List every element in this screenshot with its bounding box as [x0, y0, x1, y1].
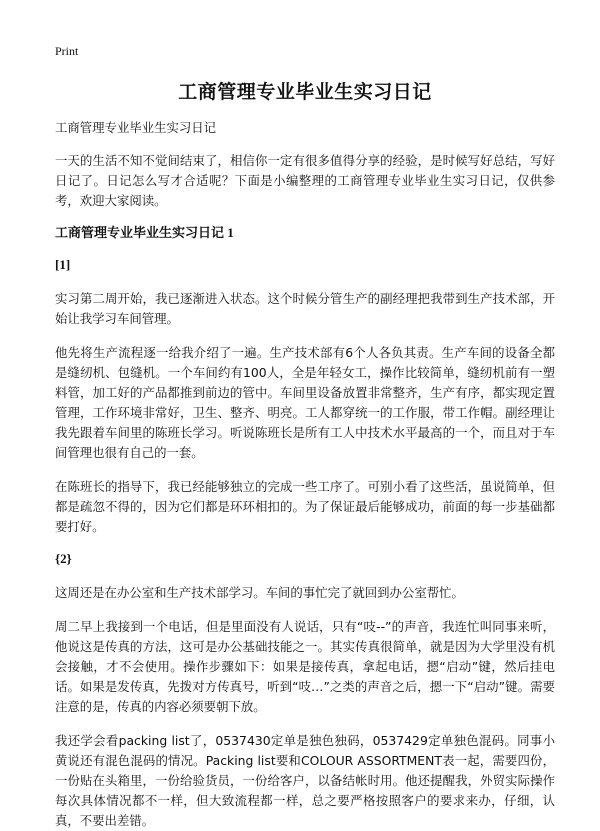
paragraph-2: 他先将生产流程逐一给我介绍了一遍。生产技术部有6个人各负其责。生产车间的设备全都是缝纫机、包缝机。一个车间约有100人，全是年轻女工，操作比较简单，缝纫机前有一塑料管，加工好的产品都推到前边的管中。车间里设备放置非常整齐，生产有序，都实现定置管理，工作环境非常好，卫生、整齐、明亮。工人都穿统一的工作服，带工作帽。副经理让我先跟着车间里的陈班长学习。听说陈班长是所有工人中技术水平最高的一个，而且对于车间管理也很有自己的一套。 — [55, 345, 555, 460]
entry-marker-1: [1] — [55, 257, 71, 272]
paragraph-5: 周二早上我接到一个电话，但是里面没有人说话，只有“吱--”的声音，我连忙叫同事来听，他说这是传真的方法，这可是办公基础技能之一。其实传真很简单，就是因为大学里没有机会接触，才不会使用。操作步骤如下：如果是接传真，拿起电话，摁“启动”键，然后挂电话。如果是发传真，先拨对方传真号，听到“吱…”之类的声音之后，摁一下“启动”键。需要注意的是，传真的内容必须要朝下放。 — [55, 619, 555, 714]
document-title: 工商管理专业毕业生实习日记 — [178, 81, 432, 103]
document-subtitle: 工商管理专业毕业生实习日记 — [55, 120, 217, 135]
section-heading: 工商管理专业毕业生实习日记 1 — [55, 225, 234, 240]
paragraph-1: 实习第二周开始，我已逐渐进入状态。这个时候分管生产的副经理把我带到生产技术部，开始让我学习车间管理。 — [55, 291, 555, 326]
paragraph-3: 在陈班长的指导下，我已经能够独立的完成一些工序了。可别小看了这些活，虽说简单，但都是疏忽不得的，因为它们都是环环相扣的。为了保证最后能够成功，前面的每一步基础都要打好。 — [55, 479, 555, 534]
paragraph-6: 我还学会看packing list了，0537430定单是独色独码，0537429定单独色混码。同事小黄说还有混色混码的情况。Packing list要和COLOUR ASSORTMENT表一起，需要四份，一份贴在头箱里，一份给验货员，一份给客户，以备结帐时用。他还提醒我，外贸实际操作每次具体情况都不一样，但大致流程都一样，总之要严格按照客户的要求来办，仔细，认真，不要出差错。 — [55, 733, 555, 828]
entry-marker-2: {2} — [55, 551, 72, 566]
print-label: Print — [55, 44, 79, 58]
document-page — [55, 44, 555, 831]
paragraph-4: 这周还是在办公室和生产技术部学习。车间的事忙完了就回到办公室帮忙。 — [55, 585, 464, 600]
intro-paragraph: 一天的生活不知不觉间结束了，相信你一定有很多值得分享的经验，是时候写好总结，写好日记了。日记怎么写才合适呢？下面是小编整理的工商管理专业毕业生实习日记，仅供参考，欢迎大家阅读。 — [55, 153, 555, 208]
